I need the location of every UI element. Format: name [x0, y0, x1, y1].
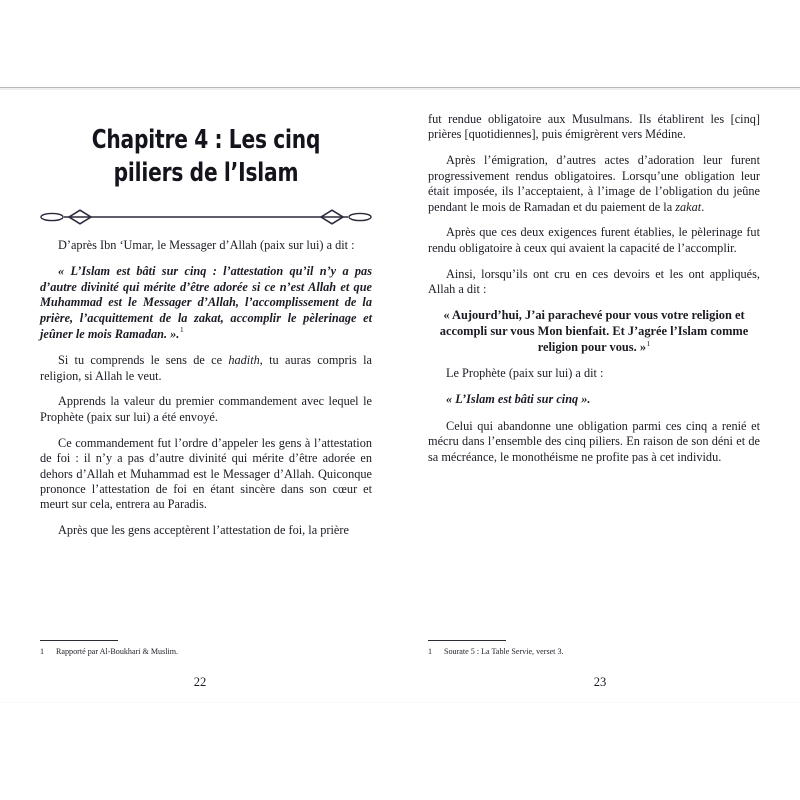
paragraph-3: Ce commandement fut l’ordre d’appeler les gens à l’attestation de foi : il n’y a pas d’autre divinité qui mérite d’être adorée en dehors d’Allah et Muhammad est le Messager d’Allah. Quiconque prononce l’attestation de foi en étant sincère dans son cœur et meurt sur cela, entrera au Paradis. — [40, 435, 372, 512]
footnote-number-right: 1 — [428, 647, 433, 656]
paragraph-1-emphasis: hadith — [228, 353, 260, 368]
paragraph-1-part-a: Si tu comprends le sens de ce — [58, 353, 229, 368]
chapter-title: Chapitre 4 : Les cinq piliers de l’Islam — [91, 125, 321, 189]
paragraph-2-right-emphasis: zakat — [675, 199, 702, 214]
quran-quote — [434, 308, 754, 355]
paragraph-3-right: Après que ces deux exigences furent établies, le pèlerinage fut rendu obligatoire à ceux qui avaient la capacité de l’accomplir. — [428, 225, 760, 255]
paragraph-1-part-b: , tu auras compris la religion, si Allah le veut. — [40, 353, 372, 383]
paragraph-2-right-part-a: Après l’émigration, d’autres actes d’adoration leur furent progressivement rendus obligatoires. Lorsqu’une obligation leur était imposée, ils l’acceptaient, à l’image de l’obligation du jeûne pendant le mois de Ramadan et du paiement de la — [428, 153, 760, 214]
diamond-ornament-icon — [40, 209, 372, 225]
paragraph-1 — [40, 353, 372, 384]
footnote-text: Rapporté par Al-Boukhari & Muslim. — [56, 647, 179, 656]
pages-container — [0, 88, 800, 702]
paragraph-4-right: Ainsi, lorsqu’ils ont cru en ces devoirs et les ont appliqués, Allah a dit : — [428, 266, 760, 297]
paragraph-2-right-part-b: . — [701, 199, 705, 214]
footnote-text-right: Sourate 5 : La Table Servie, verset 3. — [444, 647, 564, 656]
footnote-right — [428, 646, 760, 657]
footnote-marker: 1 — [179, 325, 184, 335]
footnote-rule-right — [428, 640, 506, 641]
footnote-marker-right: 1 — [646, 338, 651, 348]
quran-quote-text: « Aujourd’hui, J’ai parachevé pour vous votre religion et accompli sur vous Mon bienfait. Et J’agrée l’Islam comme religion pour vous. » — [439, 308, 749, 354]
page-number-right: 23 — [593, 675, 607, 689]
page-left — [0, 88, 400, 702]
hadith-short-quote: « L’Islam est bâti sur cinq ». — [446, 392, 591, 407]
footnote-number: 1 — [40, 647, 45, 656]
footnote-area-left — [40, 640, 372, 657]
page-right-body — [428, 112, 760, 647]
footnote-area-right — [428, 640, 760, 657]
paragraph-intro: D’après Ibn ‘Umar, le Messager d’Allah (paix sur lui) a dit : — [58, 238, 355, 253]
ornamental-divider — [40, 209, 372, 225]
page-right — [400, 88, 800, 702]
paragraph-2-right — [428, 153, 760, 215]
paragraph-6-right: Celui qui abandonne une obligation parmi ces cinq a renié et mécru dans l’ensemble des cinq piliers. En raison de son déni et de sa mécréance, le monothéisme ne profite pas à cet individu. — [428, 418, 760, 464]
page-number-left: 22 — [193, 675, 207, 689]
paragraph-continuation: fut rendue obligatoire aux Musulmans. Ils établirent les [cinq] prières [quotidiennes], puis émigrèrent vers Médine. — [428, 112, 760, 142]
hadith-quote — [40, 264, 372, 342]
page-left-body — [40, 124, 372, 659]
paragraph-5-right: Le Prophète (paix sur lui) a dit : — [446, 366, 604, 381]
paragraph-2: Apprends la valeur du premier commandement avec lequel le Prophète (paix sur lui) a été envoyé. — [40, 394, 372, 424]
hadith-quote-text: « L’Islam est bâti sur cinq : l’attestation qu’il n’y a pas d’autre divinité qui mérite d’être adorée si ce n’est Allah et que Muhammad est le Messager d’Allah, l’accomplissement de la prière, l’acquittement de la zakat, accomplir le pèlerinage et jeûner le mois Ramadan. ». — [40, 264, 372, 341]
paragraph-4: Après que les gens acceptèrent l’attestation de foi, la prière — [58, 523, 349, 538]
spread-bottom-edge — [0, 702, 800, 703]
footnote — [40, 646, 372, 657]
footnote-rule — [40, 640, 118, 641]
